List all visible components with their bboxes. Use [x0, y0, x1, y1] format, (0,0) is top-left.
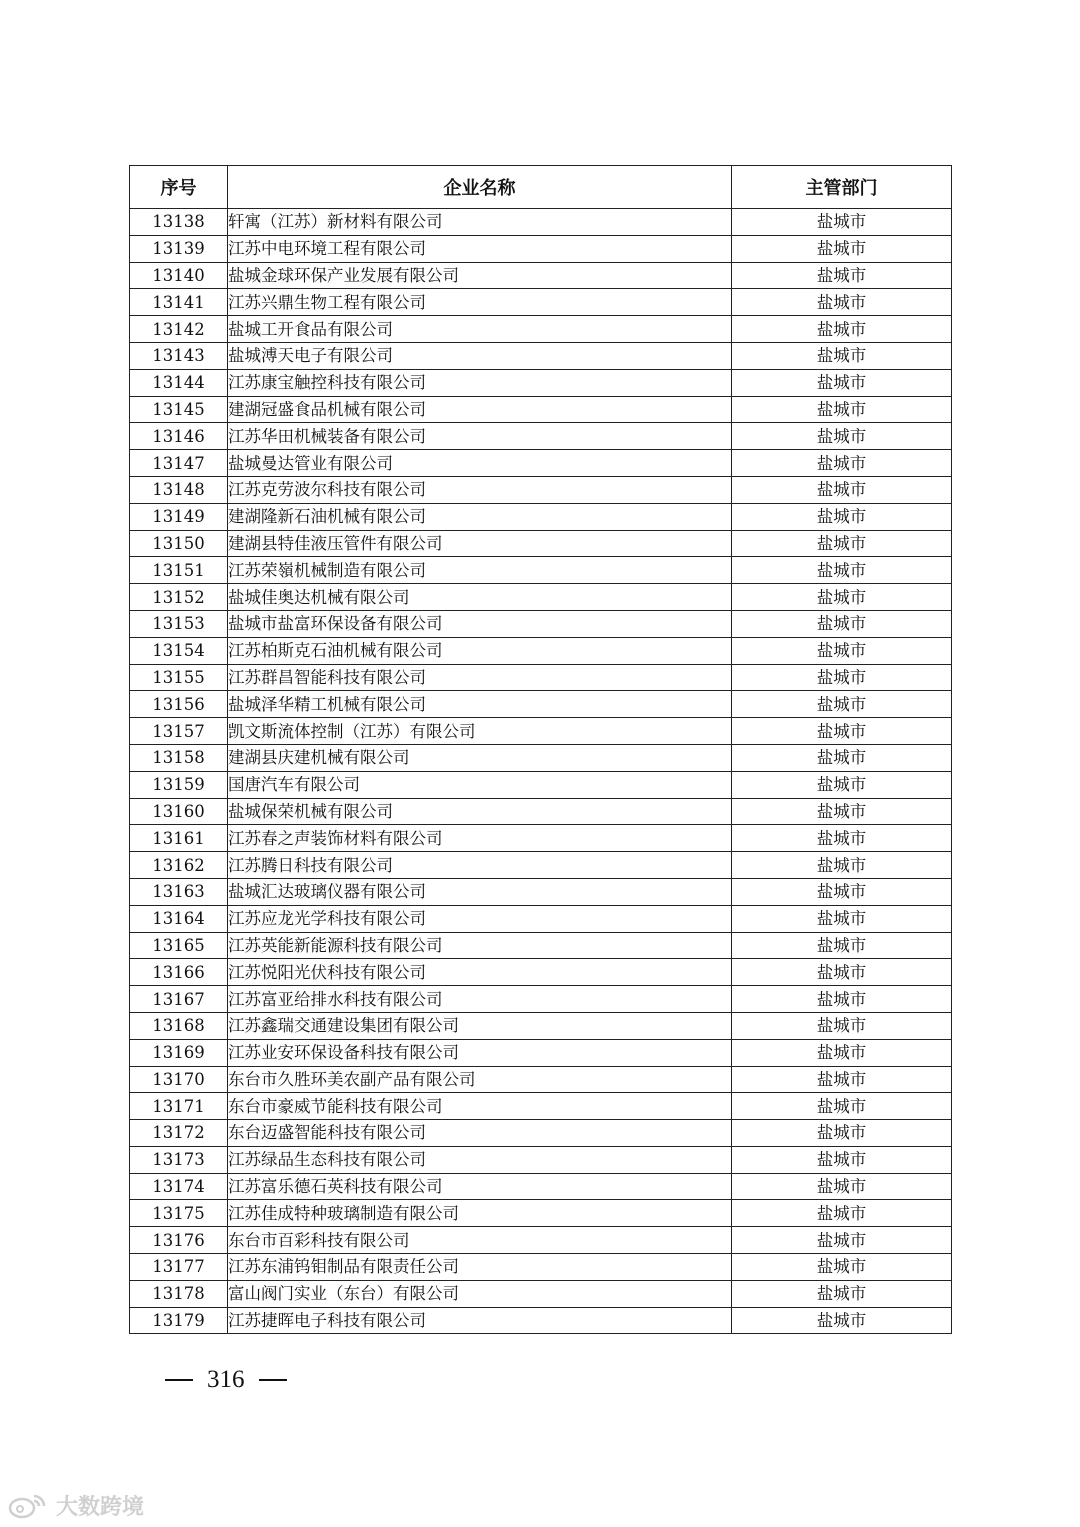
table-row	[130, 209, 952, 236]
table-row	[130, 530, 952, 557]
cell-department: 盐城市	[732, 1120, 952, 1147]
cell-no: 13161	[130, 825, 228, 852]
cell-no: 13162	[130, 852, 228, 879]
table-row	[130, 369, 952, 396]
cell-no: 13153	[130, 610, 228, 637]
cell-department: 盐城市	[732, 1173, 952, 1200]
cell-department: 盐城市	[732, 316, 952, 343]
cell-no: 13163	[130, 878, 228, 905]
cell-company-name: 建湖隆新石油机械有限公司	[228, 503, 732, 530]
cell-company-name: 东台市百彩科技有限公司	[228, 1227, 732, 1254]
table-row	[130, 235, 952, 262]
cell-department: 盐城市	[732, 1307, 952, 1334]
cell-company-name: 国唐汽车有限公司	[228, 771, 732, 798]
table-row	[130, 1093, 952, 1120]
table-row	[130, 825, 952, 852]
cell-no: 13141	[130, 289, 228, 316]
cell-company-name: 江苏富亚给排水科技有限公司	[228, 986, 732, 1013]
table-row	[130, 396, 952, 423]
table-row	[130, 1280, 952, 1307]
cell-no: 13143	[130, 342, 228, 369]
cell-department: 盐城市	[732, 289, 952, 316]
cell-department: 盐城市	[732, 262, 952, 289]
cell-department: 盐城市	[732, 342, 952, 369]
cell-company-name: 盐城佳奥达机械有限公司	[228, 584, 732, 611]
page-number: 316	[207, 1366, 245, 1393]
cell-company-name: 盐城泽华精工机械有限公司	[228, 691, 732, 718]
cell-no: 13167	[130, 986, 228, 1013]
table-row	[130, 691, 952, 718]
cell-no: 13154	[130, 637, 228, 664]
cell-department: 盐城市	[732, 905, 952, 932]
cell-company-name: 盐城金球环保产业发展有限公司	[228, 262, 732, 289]
table-body	[130, 209, 952, 1334]
cell-department: 盐城市	[732, 396, 952, 423]
cell-company-name: 轩寓（江苏）新材料有限公司	[228, 209, 732, 236]
table-row	[130, 905, 952, 932]
table-row	[130, 798, 952, 825]
cell-department: 盐城市	[732, 235, 952, 262]
cell-no: 13147	[130, 450, 228, 477]
cell-company-name: 江苏英能新能源科技有限公司	[228, 932, 732, 959]
cell-no: 13156	[130, 691, 228, 718]
cell-department: 盐城市	[732, 771, 952, 798]
header-dept: 主管部门	[732, 166, 952, 209]
cell-department: 盐城市	[732, 423, 952, 450]
cell-no: 13149	[130, 503, 228, 530]
cell-company-name: 江苏应龙光学科技有限公司	[228, 905, 732, 932]
cell-department: 盐城市	[732, 1200, 952, 1227]
cell-no: 13168	[130, 1012, 228, 1039]
table-row	[130, 503, 952, 530]
cell-department: 盐城市	[732, 1039, 952, 1066]
cell-company-name: 江苏康宝触控科技有限公司	[228, 369, 732, 396]
footer-dash-right	[259, 1379, 287, 1381]
weibo-logo-icon	[8, 1492, 52, 1520]
cell-department: 盐城市	[732, 959, 952, 986]
cell-company-name: 盐城工开食品有限公司	[228, 316, 732, 343]
cell-department: 盐城市	[732, 878, 952, 905]
cell-department: 盐城市	[732, 1066, 952, 1093]
cell-department: 盐城市	[732, 1093, 952, 1120]
cell-no: 13158	[130, 744, 228, 771]
cell-no: 13176	[130, 1227, 228, 1254]
cell-no: 13159	[130, 771, 228, 798]
cell-company-name: 江苏兴鼎生物工程有限公司	[228, 289, 732, 316]
cell-company-name: 江苏东浦钨钼制品有限责任公司	[228, 1254, 732, 1281]
cell-no: 13146	[130, 423, 228, 450]
cell-no: 13148	[130, 476, 228, 503]
cell-company-name: 江苏腾日科技有限公司	[228, 852, 732, 879]
watermark-text: 大数跨境	[56, 1495, 145, 1520]
table-row	[130, 289, 952, 316]
cell-no: 13152	[130, 584, 228, 611]
table-row	[130, 584, 952, 611]
cell-company-name: 江苏柏斯克石油机械有限公司	[228, 637, 732, 664]
cell-company-name: 江苏中电环境工程有限公司	[228, 235, 732, 262]
cell-department: 盐城市	[732, 369, 952, 396]
cell-company-name: 江苏华田机械装备有限公司	[228, 423, 732, 450]
cell-department: 盐城市	[732, 1227, 952, 1254]
cell-no: 13172	[130, 1120, 228, 1147]
cell-no: 13171	[130, 1093, 228, 1120]
table-row	[130, 744, 952, 771]
table-row	[130, 664, 952, 691]
cell-no: 13177	[130, 1254, 228, 1281]
cell-department: 盐城市	[732, 476, 952, 503]
cell-department: 盐城市	[732, 664, 952, 691]
footer-dash-left	[165, 1379, 193, 1381]
table-row	[130, 986, 952, 1013]
cell-department: 盐城市	[732, 986, 952, 1013]
table-row	[130, 423, 952, 450]
cell-department: 盐城市	[732, 1280, 952, 1307]
cell-company-name: 江苏群昌智能科技有限公司	[228, 664, 732, 691]
table-row	[130, 316, 952, 343]
cell-company-name: 江苏悦阳光伏科技有限公司	[228, 959, 732, 986]
cell-no: 13165	[130, 932, 228, 959]
cell-company-name: 江苏业安环保设备科技有限公司	[228, 1039, 732, 1066]
table-row	[130, 878, 952, 905]
table-row	[130, 262, 952, 289]
cell-company-name: 江苏佳成特种玻璃制造有限公司	[228, 1200, 732, 1227]
cell-no: 13173	[130, 1146, 228, 1173]
table-row	[130, 637, 952, 664]
enterprise-table	[129, 165, 952, 1334]
table-row	[130, 1120, 952, 1147]
cell-company-name: 江苏克劳波尔科技有限公司	[228, 476, 732, 503]
cell-company-name: 凯文斯流体控制（江苏）有限公司	[228, 718, 732, 745]
cell-no: 13175	[130, 1200, 228, 1227]
table-row	[130, 1146, 952, 1173]
table-row	[130, 476, 952, 503]
cell-no: 13150	[130, 530, 228, 557]
cell-company-name: 盐城溥天电子有限公司	[228, 342, 732, 369]
table-row	[130, 1200, 952, 1227]
cell-company-name: 江苏绿品生态科技有限公司	[228, 1146, 732, 1173]
cell-no: 13170	[130, 1066, 228, 1093]
cell-no: 13166	[130, 959, 228, 986]
cell-no: 13169	[130, 1039, 228, 1066]
cell-no: 13179	[130, 1307, 228, 1334]
cell-company-name: 盐城市盐富环保设备有限公司	[228, 610, 732, 637]
cell-company-name: 江苏鑫瑞交通建设集团有限公司	[228, 1012, 732, 1039]
header-name: 企业名称	[228, 166, 732, 209]
cell-department: 盐城市	[732, 1146, 952, 1173]
cell-company-name: 盐城汇达玻璃仪器有限公司	[228, 878, 732, 905]
table-row	[130, 1227, 952, 1254]
table-header-row	[130, 166, 952, 209]
table-row	[130, 1012, 952, 1039]
cell-no: 13138	[130, 209, 228, 236]
header-no: 序号	[130, 166, 228, 209]
cell-department: 盐城市	[732, 584, 952, 611]
cell-company-name: 东台市豪威节能科技有限公司	[228, 1093, 732, 1120]
cell-no: 13164	[130, 905, 228, 932]
cell-no: 13142	[130, 316, 228, 343]
cell-no: 13139	[130, 235, 228, 262]
cell-company-name: 东台市久胜环美农副产品有限公司	[228, 1066, 732, 1093]
cell-department: 盐城市	[732, 530, 952, 557]
table-row	[130, 450, 952, 477]
table-row	[130, 610, 952, 637]
table-row	[130, 1254, 952, 1281]
cell-department: 盐城市	[732, 1012, 952, 1039]
cell-no: 13151	[130, 557, 228, 584]
cell-company-name: 建湖县特佳液压管件有限公司	[228, 530, 732, 557]
cell-department: 盐城市	[732, 825, 952, 852]
cell-department: 盐城市	[732, 637, 952, 664]
table-row	[130, 718, 952, 745]
cell-department: 盐城市	[732, 610, 952, 637]
page-footer	[165, 1366, 287, 1394]
table-row	[130, 1173, 952, 1200]
cell-company-name: 富山阀门实业（东台）有限公司	[228, 1280, 732, 1307]
cell-company-name: 建湖县庆建机械有限公司	[228, 744, 732, 771]
table-row	[130, 1039, 952, 1066]
cell-company-name: 东台迈盛智能科技有限公司	[228, 1120, 732, 1147]
cell-department: 盐城市	[732, 209, 952, 236]
cell-company-name: 江苏荣嶺机械制造有限公司	[228, 557, 732, 584]
cell-no: 13145	[130, 396, 228, 423]
table-row	[130, 771, 952, 798]
cell-no: 13144	[130, 369, 228, 396]
cell-no: 13160	[130, 798, 228, 825]
cell-department: 盐城市	[732, 691, 952, 718]
cell-department: 盐城市	[732, 503, 952, 530]
cell-company-name: 江苏富乐德石英科技有限公司	[228, 1173, 732, 1200]
table-row	[130, 342, 952, 369]
cell-no: 13178	[130, 1280, 228, 1307]
cell-department: 盐城市	[732, 450, 952, 477]
cell-department: 盐城市	[732, 798, 952, 825]
table-row	[130, 1307, 952, 1334]
cell-company-name: 江苏春之声装饰材料有限公司	[228, 825, 732, 852]
cell-department: 盐城市	[732, 557, 952, 584]
cell-department: 盐城市	[732, 852, 952, 879]
table-row	[130, 932, 952, 959]
table-row	[130, 852, 952, 879]
table-row	[130, 557, 952, 584]
cell-no: 13140	[130, 262, 228, 289]
cell-department: 盐城市	[732, 932, 952, 959]
cell-department: 盐城市	[732, 744, 952, 771]
cell-company-name: 建湖冠盛食品机械有限公司	[228, 396, 732, 423]
cell-company-name: 盐城保荣机械有限公司	[228, 798, 732, 825]
cell-department: 盐城市	[732, 718, 952, 745]
cell-company-name: 江苏捷晖电子科技有限公司	[228, 1307, 732, 1334]
cell-department: 盐城市	[732, 1254, 952, 1281]
cell-company-name: 盐城曼达管业有限公司	[228, 450, 732, 477]
table-row	[130, 1066, 952, 1093]
watermark	[8, 1490, 144, 1521]
cell-no: 13174	[130, 1173, 228, 1200]
cell-no: 13157	[130, 718, 228, 745]
table-row	[130, 959, 952, 986]
cell-no: 13155	[130, 664, 228, 691]
